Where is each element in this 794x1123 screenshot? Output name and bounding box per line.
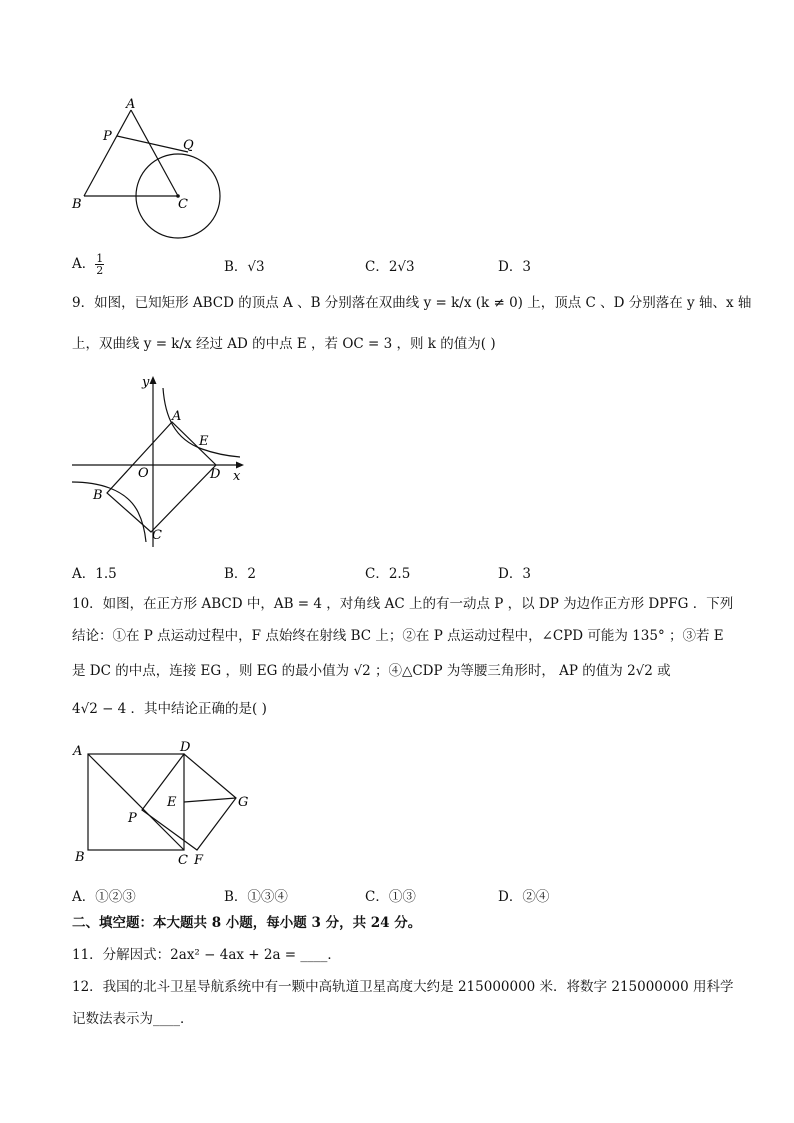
q9-option-a[interactable]: A．1.5 — [72, 566, 117, 582]
q9-line-1: 9．如图，已知矩形 ABCD 的顶点 A 、B 分别落在双曲线 y = k/x (k ≠ 0) 上，顶点 C 、D 分别落在 y 轴、x 轴 — [72, 295, 752, 311]
q11-text: 11．分解因式：2ax² − 4ax + 2a = ____． — [72, 947, 341, 963]
figure-q10 — [66, 736, 266, 876]
fraction-denominator: 2 — [96, 264, 104, 277]
q10-option-c[interactable]: C．①③ — [365, 889, 416, 905]
label-b: B — [93, 488, 103, 503]
label-o: O — [138, 466, 149, 481]
q8-option-d[interactable] — [498, 255, 531, 275]
q8-option-c-label: C． — [365, 259, 389, 275]
label-d: D — [180, 740, 191, 755]
figure-q8 — [60, 92, 240, 252]
label-c: C — [178, 853, 188, 868]
y-axis-arrow — [150, 376, 157, 384]
figure-q9 — [66, 372, 256, 552]
q10-line-4: 4√2 − 4 ．其中结论正确的是( ) — [72, 701, 267, 717]
q8-option-c-value: 2√3 — [388, 259, 415, 275]
label-e: E — [199, 434, 209, 449]
q10-option-a[interactable]: A．①②③ — [72, 889, 136, 905]
q8-option-a[interactable] — [72, 252, 104, 276]
label-d: D — [210, 467, 221, 482]
fraction-numerator: 1 — [96, 252, 104, 265]
segment-ab — [84, 110, 131, 196]
section-heading-fill-in-blank: 二、填空题：本大题共 8 小题，每小题 3 分，共 24 分。 — [72, 915, 422, 931]
q10-line-1: 10．如图，在正方形 ABCD 中，AB = 4 ，对角线 AC 上的有一动点 P ，以 DP 为边作正方形 DPFG ．下列 — [72, 596, 734, 612]
label-y: y — [142, 375, 150, 390]
fraction-one-half — [95, 253, 104, 276]
label-g: G — [238, 795, 249, 810]
q9-option-c[interactable]: C．2.5 — [365, 566, 411, 582]
segment-eg — [184, 798, 236, 802]
q9-option-b[interactable]: B．2 — [224, 566, 257, 582]
q9-option-d[interactable]: D．3 — [498, 566, 531, 582]
label-q: Q — [183, 138, 194, 153]
q10-line-3: 是 DC 的中点，连接 EG ，则 EG 的最小值为 √2 ；④△CDP 为等腰三角形时， AP 的值为 2√2 或 — [72, 663, 671, 679]
label-b: B — [72, 197, 82, 212]
q8-option-b-value: √3 — [247, 259, 265, 275]
q10-option-d[interactable]: D．②④ — [498, 889, 550, 905]
label-f: F — [194, 853, 204, 868]
label-p: P — [128, 811, 137, 826]
label-c: C — [152, 528, 162, 543]
label-a: A — [73, 744, 83, 759]
q9-line-2: 上，双曲线 y = k/x 经过 AD 的中点 E ，若 OC = 3 ，则 k 的值为( ) — [72, 336, 496, 352]
x-axis-arrow — [236, 462, 244, 469]
q8-option-d-label: D． — [498, 259, 523, 275]
label-x: x — [233, 469, 241, 484]
label-b: B — [75, 850, 85, 865]
q8-option-b-label: B． — [224, 259, 248, 275]
q8-option-d-value: 3 — [522, 259, 531, 275]
q8-option-a-label: A． — [72, 256, 96, 272]
q10-line-2: 结论：①在 P 点运动过程中，F 点始终在射线 BC 上；②在 P 点运动过程中，∠CPD 可能为 135° ；③若 E — [72, 628, 724, 644]
label-e: E — [167, 795, 177, 810]
q12-line-1: 12．我国的北斗卫星导航系统中有一颗中高轨道卫星高度大约是 215000000 米．将数字 215000000 用科学 — [72, 979, 734, 995]
label-c: C — [178, 197, 188, 212]
q8-option-c[interactable] — [365, 255, 415, 275]
q8-option-b[interactable] — [224, 255, 265, 275]
label-p: P — [103, 129, 112, 144]
q12-line-2: 记数法表示为____． — [72, 1011, 194, 1027]
label-a: A — [126, 97, 136, 112]
label-a: A — [172, 409, 182, 424]
q10-option-b[interactable]: B．①③④ — [224, 889, 288, 905]
